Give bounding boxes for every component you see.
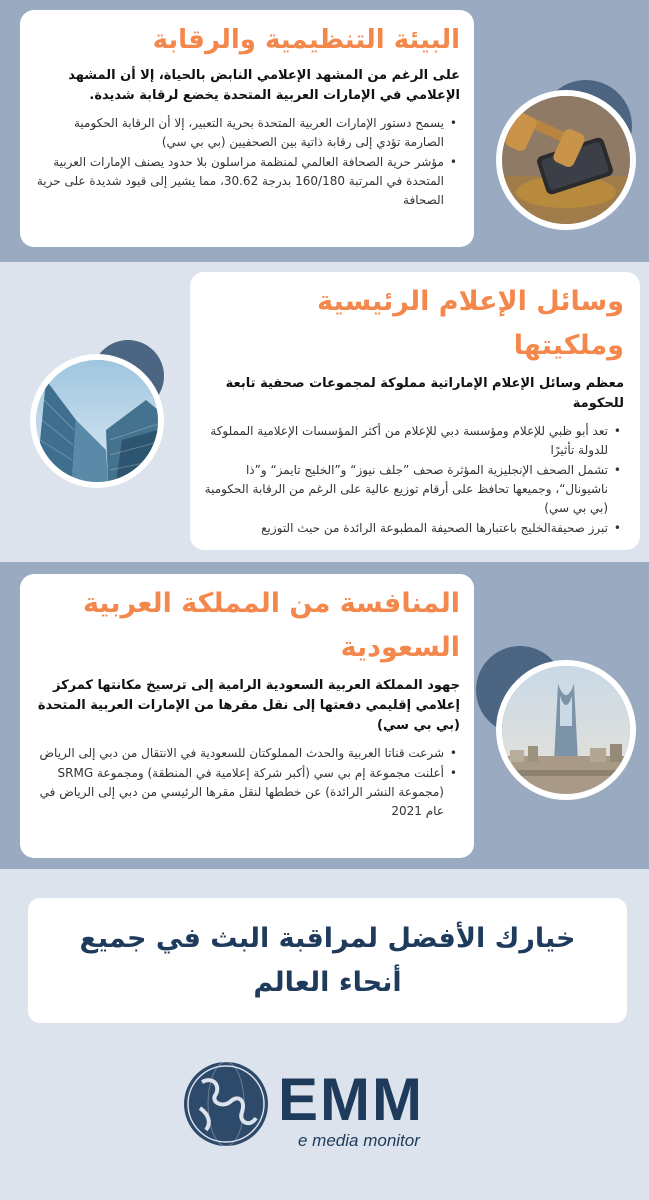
list-item: • شرعت قناتا العربية والحدث المملوكتان للسعودية في الانتقال من دبي إلى الرياض [34, 744, 444, 763]
list-item: • أعلنت مجموعة إم بي سي (أكبر شركة إعلامية في المنطقة) ومجموعة SRMG (مجموعة النشر الرائدة) عن خططها لنقل مقرها الرئيسي من دبي إلى الرياض في عام 2021 [34, 764, 444, 821]
bullet-list [34, 114, 460, 210]
section-title: المنافسة من المملكة العربية السعودية [82, 588, 460, 663]
list-item: • تشمل الصحف الإنجليزية المؤثرة صحف ”جلف نيوز“ و”الخليج تايمز“ و”ذا ناشيونال“، وجميعها تحافظ على أرقام توزيع عالية على الرغم من الرقابة الحكومية (بي بي سي) [204, 461, 608, 518]
bullet-list [204, 422, 624, 538]
emm-logo [180, 1058, 470, 1154]
section-card-saudi-competition [20, 574, 474, 858]
logo-tagline: e media monitor [298, 1131, 420, 1150]
section-card-media-ownership [190, 272, 640, 550]
skyscrapers-photo [30, 354, 164, 488]
riyadh-tower-photo [496, 660, 636, 800]
bullet-list [34, 744, 460, 821]
globe-icon [184, 1062, 268, 1146]
cta-card [28, 898, 627, 1023]
logo-wordmark: EMM [278, 1066, 424, 1133]
list-item: • مؤشر حرية الصحافة العالمي لمنظمة مراسلون بلا حدود يصنف الإمارات العربية المتحدة في المرتبة 160/180 بدرجة 30.62، مما يشير إلى قيود شديدة على حرية الصحافة [34, 153, 444, 210]
list-item: • تبرز صحيفةالخليج باعتبارها الصحيفة المطبوعة الرائدة من حيث التوزيع [204, 519, 608, 538]
section-title: وسائل الإعلام الرئيسية وملكيتها [317, 286, 624, 361]
list-item: • يسمح دستور الإمارات العربية المتحدة بحرية التعبير، إلا أن الرقابة الحكومية الصارمة تؤدي إلى رقابة ذاتية بين الصحفيين (بي بي سي) [34, 114, 444, 152]
section-lead: على الرغم من المشهد الإعلامي النابض بالحياة، إلا أن المشهد الإعلامي في الإمارات العربية المتحدة يخضع لرقابة شديدة. [68, 68, 460, 103]
gavel-photo [496, 90, 636, 230]
cta-text: خيارك الأفضل لمراقبة البث في جميع أنحاء العالم [79, 922, 576, 998]
list-item: • تعد أبو ظبي للإعلام ومؤسسة دبي للإعلام من أكثر المؤسسات الإعلامية المملوكة للدولة تأثيرًا [204, 422, 608, 460]
section-lead: جهود المملكة العربية السعودية الرامية إلى ترسيخ مكانتها كمركز إعلامي إقليمي دفعتها إلى نقل مقرها من الإمارات العربية المتحدة (بي بي سي) [37, 678, 460, 733]
section-lead: معظم وسائل الإعلام الإماراتية مملوكة لمجموعات صحفية تابعة للحكومة [225, 376, 624, 411]
section-title: البيئة التنظيمية والرقابة [152, 25, 460, 55]
section-card-regulation [20, 10, 474, 247]
